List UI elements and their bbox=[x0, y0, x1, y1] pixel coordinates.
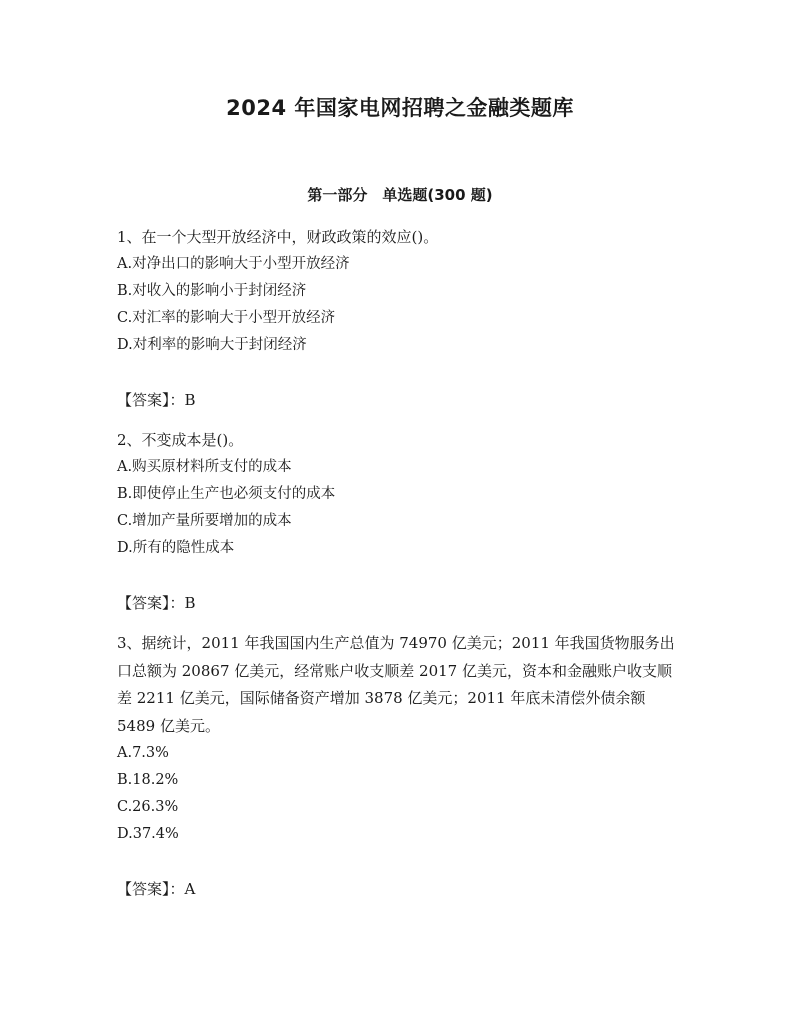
option-a: A.对净出口的影响大于小型开放经济 bbox=[117, 256, 350, 272]
option-b: B.对收入的影响小于封闭经济 bbox=[117, 283, 307, 299]
option-d: D.37.4% bbox=[117, 826, 179, 842]
question-3 bbox=[117, 630, 677, 848]
option-c: C.增加产量所要增加的成本 bbox=[117, 513, 292, 529]
answer-2: 【答案】：B bbox=[117, 594, 196, 612]
option-c: C.对汇率的影响大于小型开放经济 bbox=[117, 310, 336, 326]
option-c: C.26.3% bbox=[117, 799, 179, 815]
section-title: 第一部分 单选题(300 题) bbox=[307, 186, 493, 204]
option-d: D.对利率的影响大于封闭经济 bbox=[117, 337, 307, 353]
question-stem: 3、据统计，2011 年我国国内生产总值为 74970 亿美元；2011 年我国货物服务出口总额为 20867 亿美元，经常账户收支顺差 2017 亿美元，资本和金融账户收支顺差 2211 亿美元，国际储备资产增加 3878 亿美元；2011 年底未清偿外债余额 5489 亿美元。 bbox=[117, 634, 675, 735]
answer-3: 【答案】：A bbox=[117, 880, 196, 898]
question-stem: 2、不变成本是()。 bbox=[117, 431, 244, 449]
question-2 bbox=[117, 427, 677, 562]
question-list bbox=[117, 224, 677, 903]
option-d: D.所有的隐性成本 bbox=[117, 540, 235, 556]
answer-1: 【答案】：B bbox=[117, 391, 196, 409]
option-a: A.购买原材料所支付的成本 bbox=[117, 459, 292, 475]
option-b: B.18.2% bbox=[117, 772, 179, 788]
option-b: B.即使停止生产也必须支付的成本 bbox=[117, 486, 336, 502]
question-1 bbox=[117, 224, 677, 359]
option-a: A.7.3% bbox=[117, 745, 169, 761]
document-title: 2024 年国家电网招聘之金融类题库 bbox=[226, 96, 574, 120]
question-stem: 1、在一个大型开放经济中，财政政策的效应()。 bbox=[117, 228, 439, 246]
